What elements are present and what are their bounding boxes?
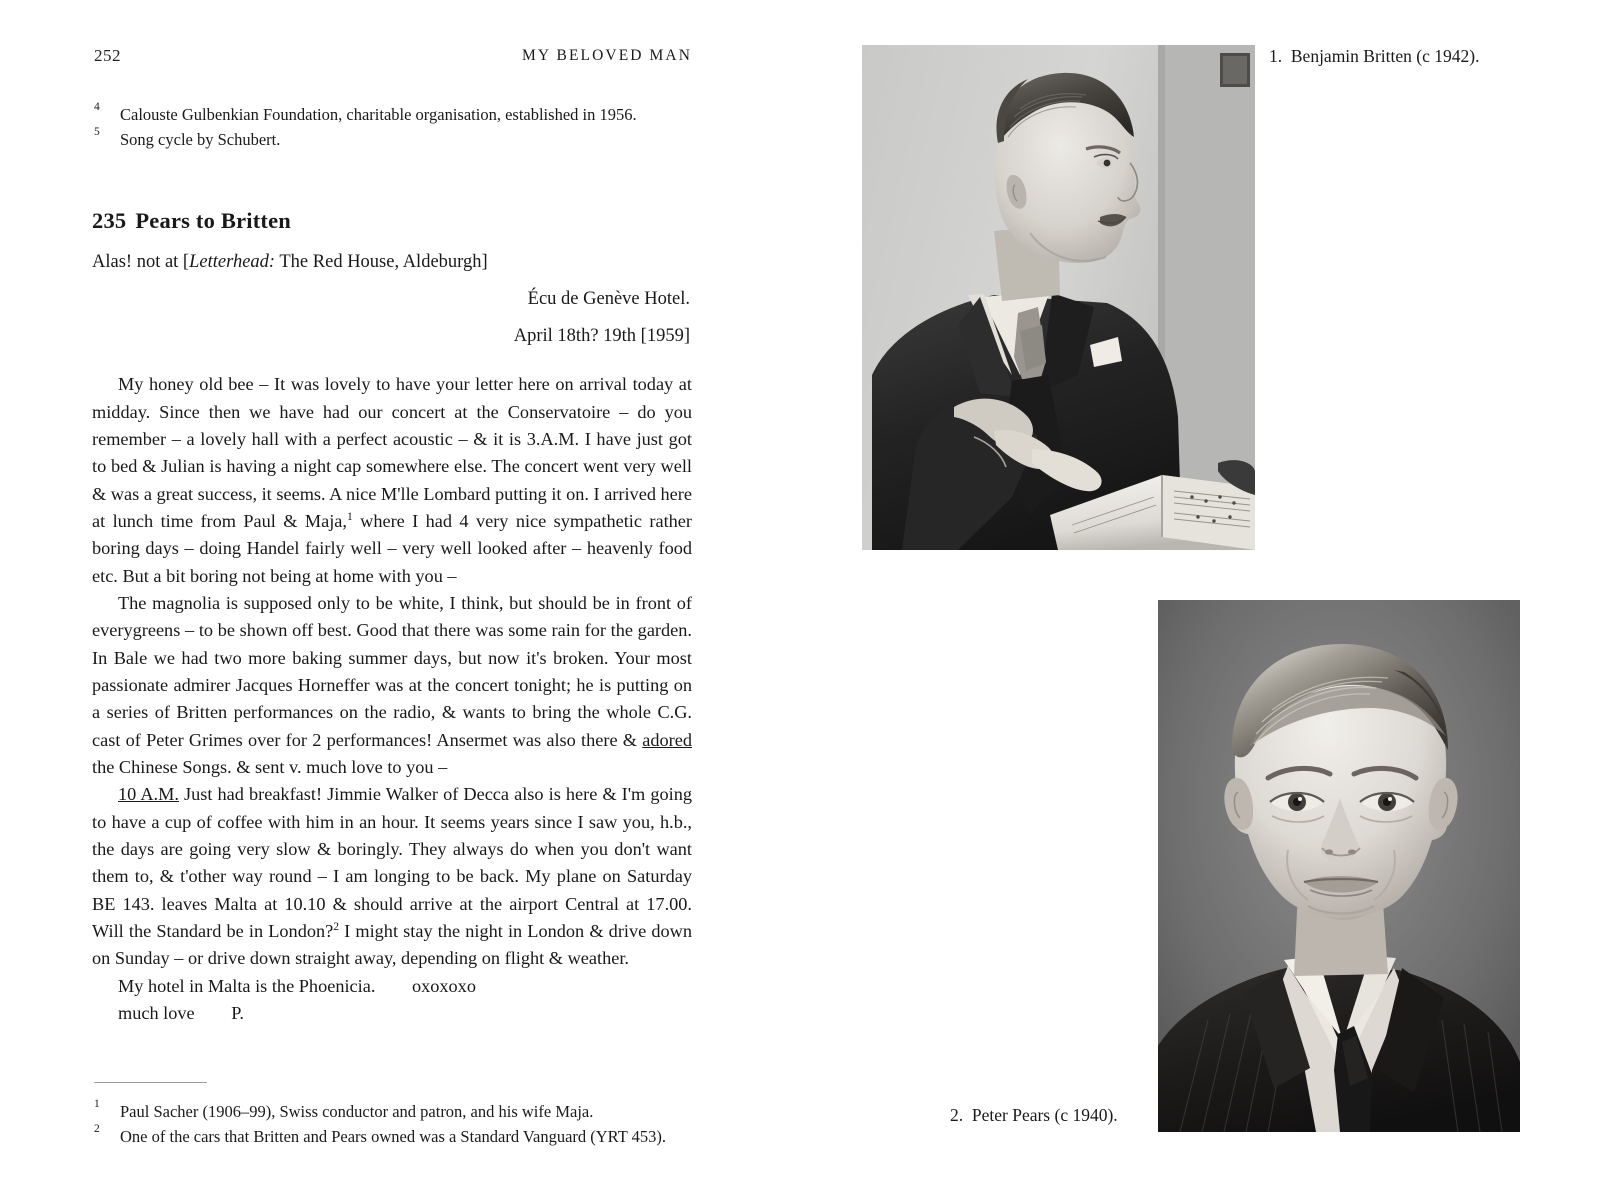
paragraph-text: where I had 4 very nice sympathetic rather boring days – doing Handel fairly well – very well looked after – heavenly food etc. But a bit boring not being at home with you – [92,510,692,586]
emphasis-time: 10 A.M. [118,784,179,805]
footnote-item [92,127,692,152]
footnote-text: One of the cars that Britten and Pears owned was a Standard Vanguard (YRT 453). [120,1127,666,1147]
letter-paragraph [92,590,692,781]
caption-plate-2: 2. Peter Pears (c 1940). [950,1105,1118,1125]
letter-paragraph [92,371,692,590]
footnote-text: Calouste Gulbenkian Foundation, charitable organisation, established in 1956. [120,105,637,124]
letter-place: Écu de Genève Hotel. [527,289,690,310]
paragraph-text: My honey old bee – It was lovely to have your letter here on arrival today at midday. Since then we have had our concert at the Conservatoire – do you remember – a lovely hall with a perfect acoustic – & it is 3.A.M. I have just got to bed & Julian is having a night cap somewhere else. The concert went very well & was a great success, it seems. A nice M'lle Lombard putting it on. I arrived here at lunch time from Paul & Maja, [92,374,692,531]
letter-heading [92,208,692,234]
text-page [92,46,692,1150]
paragraph-text: The magnolia is supposed only to be white, I think, but should be in front of everygreens – to be shown off best. Good that there was some rain for the garden. In Bale we had two more baking summer days, but now it's broken. Your most passionate admirer Jacques Horneffer was at the concert tonight; he is putting on a series of Britten performances on the radio, & wants to bring the whole C.G. cast of Peter Grimes over for 2 performances! Ansermet was also there & [92,592,692,750]
letter-date: April 18th? 19th [1959] [513,326,690,347]
running-head [92,46,692,76]
letter-number: 235 [92,208,127,234]
continued-footnotes [92,102,692,152]
footnote-text: Paul Sacher (1906–99), Swiss conductor and patron, and his wife Maja. [120,1102,594,1122]
letter-body [92,371,692,1027]
paragraph-text: I might stay the night in London & drive down on Sunday – or drive down straight away, depending on flight & weather. [92,921,693,969]
page-number: 252 [94,46,121,65]
footnote-item [92,1124,692,1149]
letterhead-suffix: The Red House, Aldeburgh] [275,252,488,273]
footnote-ref: 2 [333,920,339,933]
footnote-rule [94,1082,207,1083]
paragraph-text: Just had breakfast! Jimmie Walker of Decca also is here & I'm going to have a cup of coffee with him in an hour. It seems years since I saw you, h.b., the days are going very slow & boringly. They always do when you don't want them to, & t'other way round – I am longing to be back. My plane on Saturday BE 143. leaves Malta at 10.10 & should arrive at the airport Central at 17.00. Will the Standard be in London? [92,784,692,942]
footnote-marker: 5 [94,126,100,139]
photo-peter-pears [1158,600,1520,1132]
footnote-marker: 4 [94,101,100,113]
pears-portrait-illustration [1158,600,1520,1132]
footnote-marker: 1 [94,1098,100,1111]
letterhead-prefix: Alas! not at [ [92,252,190,273]
book-title: MY BELOVED MAN [521,47,692,64]
footnote-text: Song cycle by Schubert. [120,130,281,150]
page-footnotes [92,1099,692,1149]
letter-signoff [92,973,692,1028]
footnote-ref: 1 [347,510,353,523]
footnote-item [92,1099,692,1124]
letter-title: Pears to Britten [135,208,292,234]
photo-benjamin-britten [862,45,1255,550]
footnote-item [92,102,692,127]
letter-paragraph [92,781,692,972]
britten-portrait-illustration [862,45,1255,550]
letterhead-label: Letterhead: [189,252,276,273]
caption-plate-1: 1. Benjamin Britten (c 1942). [1269,46,1480,66]
emphasis-adored: adored [642,729,692,750]
signoff-line: much love P. [118,1003,244,1024]
signoff-line: My hotel in Malta is the Phoenicia. oxoxoxo [118,975,476,996]
footnote-marker: 2 [94,1123,100,1136]
letterhead-line [92,252,692,273]
paragraph-text: the Chinese Songs. & sent v. much love to you – [92,756,448,777]
